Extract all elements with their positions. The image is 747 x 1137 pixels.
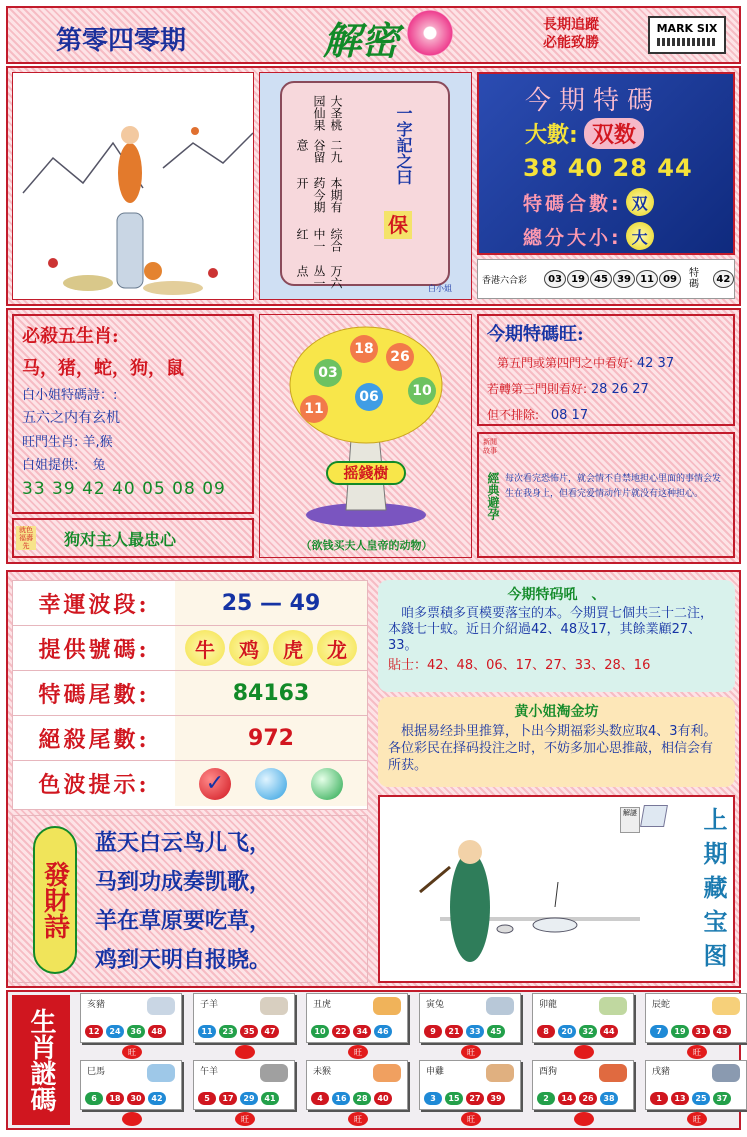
provided-char: 鸡 — [229, 630, 269, 666]
zodiac-card-numbers — [311, 1092, 392, 1105]
zodiac-card-name: 丑虎 — [313, 1000, 332, 1010]
red-wave-check-icon: ✓ — [199, 768, 231, 800]
zodiac-number-ball: 11 — [198, 1025, 216, 1038]
dog-row — [12, 518, 254, 558]
zodiac-number-ball: 48 — [148, 1025, 166, 1038]
fortune-lines — [95, 824, 271, 980]
zodiac-card-numbers — [198, 1092, 279, 1105]
kill-five-panel — [12, 314, 254, 514]
landscape-illustration — [12, 72, 254, 300]
mountain-figure-image — [13, 73, 254, 300]
zodiac-number-ball: 5 — [198, 1092, 216, 1105]
lucky-band-value: 25 — 49 — [175, 581, 367, 625]
zodiac-wang-badge — [235, 1045, 255, 1059]
zodiac-number-ball: 41 — [261, 1092, 279, 1105]
slogan — [543, 16, 599, 52]
special-code-ball: 42 — [713, 270, 734, 288]
zodiac-card-numbers — [198, 1025, 279, 1038]
zodiac-number-ball: 28 — [353, 1092, 371, 1105]
zodiac-card-numbers — [424, 1092, 505, 1105]
kill-five-animals: 马，猪，蛇，狗，鼠 — [22, 358, 184, 379]
zodiac-wang-badge: 旺 — [348, 1112, 368, 1126]
zodiac-number-ball: 16 — [332, 1092, 350, 1105]
zodiac-card-name: 亥豬 — [87, 1000, 106, 1010]
zodiac-number-ball: 17 — [219, 1092, 237, 1105]
zrow-provided-numbers — [13, 626, 367, 671]
zodiac-number-ball: 40 — [374, 1092, 392, 1105]
white-value: 兔 — [92, 458, 106, 473]
zodiac-card — [193, 1060, 295, 1110]
zodiac-wang-badge: 旺 — [348, 1045, 368, 1059]
zodiac-number-ball: 42 — [148, 1092, 166, 1105]
scroll-col-5: 万六丛一点 — [295, 265, 343, 290]
tree-ball: 10 — [408, 377, 436, 405]
zodiac-animal-icon — [260, 1064, 288, 1082]
result-bar — [477, 259, 735, 299]
zodiac-card-name: 酉狗 — [539, 1067, 558, 1077]
white-row — [22, 454, 244, 473]
zodiac-card-numbers — [650, 1025, 731, 1038]
sound-tip: 貼士：42、48、06、17、27、33、28、16 — [388, 658, 651, 673]
zodiac-card-numbers — [85, 1092, 166, 1105]
zodiac-number-ball: 22 — [332, 1025, 350, 1038]
prosper-line-1-value: 42 37 — [636, 356, 675, 371]
zodiac-card-name: 辰蛇 — [652, 1000, 671, 1010]
scroll-col-3: 本期有药今期开 — [295, 176, 343, 213]
tree-caption: （欲钱买夫人皇帝的动物） — [300, 539, 433, 552]
zodiac-animal-icon — [373, 997, 401, 1015]
zodiac-card-name: 未猴 — [313, 1067, 332, 1077]
zodiac-number-ball: 23 — [219, 1025, 237, 1038]
special-title: 今期特碼 — [525, 86, 662, 116]
prosper-panel — [477, 314, 735, 426]
zodiac-number-ball: 37 — [713, 1092, 731, 1105]
big-label: 大數: — [525, 123, 578, 148]
zodiac-number-ball: 45 — [487, 1025, 505, 1038]
zodiac-number-ball: 38 — [600, 1092, 618, 1105]
zodiac-number-ball: 9 — [424, 1025, 442, 1038]
special-code-label: 特碼 — [689, 268, 700, 290]
zodiac-number-ball: 47 — [261, 1025, 279, 1038]
door-row — [22, 431, 244, 450]
brand-box — [648, 16, 726, 54]
zodiac-number-ball: 8 — [537, 1025, 555, 1038]
kill-five-numbers: 33 39 42 40 05 08 09 — [22, 479, 226, 499]
zodiac-number-ball: 14 — [558, 1092, 576, 1105]
fortune-line-2: 马到功成奏凯歌， — [95, 870, 272, 895]
prosper-line-2-value: 28 26 27 — [590, 382, 649, 397]
lucky-band-label: 幸運波段: — [38, 591, 150, 618]
zodiac-number-ball: 27 — [466, 1092, 484, 1105]
prosper-line-2-label: 若轉第三門則看好: — [487, 382, 588, 396]
scroll-col-4: 综合中一红 — [295, 227, 343, 252]
zodiac-number-ball: 36 — [127, 1025, 145, 1038]
zodiac-number-ball: 29 — [240, 1092, 258, 1105]
provided-char: 虎 — [273, 630, 313, 666]
result-ball: 09 — [659, 270, 681, 288]
zodiac-number-ball: 10 — [311, 1025, 329, 1038]
special-code-box — [477, 72, 735, 255]
kill-tails-value: 972 — [175, 716, 367, 760]
tree-ball: 11 — [300, 395, 328, 423]
gold-body: 根据易经卦里推算，卜出今期福彩头数应取4、3有利。各位彩民在择码投注之时，不妨多加心思推敲，相信会有所获。 — [388, 724, 717, 773]
tree-ball: 26 — [386, 343, 414, 371]
zodiac-wang-badge — [574, 1112, 594, 1126]
zrow-color-hint — [13, 761, 367, 806]
sound-title: 今期特码吼 、 — [507, 587, 606, 603]
scroll-signature: 白小姐 — [428, 284, 452, 293]
zodiac-card-numbers — [537, 1025, 618, 1038]
zodiac-card — [80, 1060, 182, 1110]
result-balls — [544, 270, 681, 288]
prosper-line-3 — [487, 406, 725, 423]
total-label: 總分大小: — [523, 226, 622, 249]
zodiac-number-ball: 6 — [85, 1092, 103, 1105]
zodiac-card-numbers — [311, 1025, 392, 1038]
zodiac-animal-icon — [712, 1064, 740, 1082]
sum-value: 双 — [626, 188, 654, 216]
kill-five-title: 必殺五生肖: — [22, 326, 119, 347]
zodiac-number-ball: 43 — [713, 1025, 731, 1038]
prosper-line-1 — [487, 354, 725, 371]
zodiac-card-name: 寅兔 — [426, 1000, 445, 1010]
prosper-line-3-value: 08 17 — [550, 408, 589, 423]
zodiac-number-ball: 15 — [445, 1092, 463, 1105]
zodiac-number-ball: 2 — [537, 1092, 555, 1105]
tree-ball: 18 — [350, 335, 378, 363]
zodiac-number-ball: 32 — [579, 1025, 597, 1038]
prosper-title: 今期特碼旺: — [487, 324, 584, 345]
zodiac-animal-icon — [599, 997, 627, 1015]
fortune-line-3: 羊在草原要吃草， — [95, 909, 272, 934]
prosper-line-1-label: 第五門或第四門之中看好: — [497, 356, 634, 370]
scroll-side-title: 一字記之曰 — [394, 105, 413, 185]
logo-text: 解密 — [323, 18, 400, 63]
zodiac-number-ball: 31 — [692, 1025, 710, 1038]
zodiac-card — [532, 1060, 634, 1110]
tail-digits-value: 84163 — [175, 671, 367, 715]
sound-panel — [378, 580, 735, 692]
white-label: 白姐提供: — [22, 458, 79, 473]
poem-text: 五六之内有玄机 — [22, 410, 120, 426]
zodiac-card-name: 子羊 — [200, 1000, 219, 1010]
slogan-line-1: 長期追蹤 — [543, 17, 599, 33]
zodiac-animal-icon — [599, 1064, 627, 1082]
gold-title: 黄小姐淘金坊 — [514, 704, 599, 720]
zodiac-animal-icon — [486, 1064, 514, 1082]
big-number-row — [525, 118, 644, 149]
folded-paper-icon — [640, 805, 668, 827]
provided-numbers-value — [175, 626, 367, 670]
scroll-panel — [259, 72, 472, 300]
zodiac-card — [306, 993, 408, 1043]
zodiac-animal-icon — [373, 1064, 401, 1082]
zodiac-number-ball: 25 — [692, 1092, 710, 1105]
zodiac-side-label: 生肖謎碼 — [12, 995, 70, 1125]
sum-row — [523, 188, 654, 216]
poem-label: 白小姐特碼詩：: — [22, 388, 118, 403]
result-ball: 19 — [567, 270, 589, 288]
zodiac-wang-badge: 旺 — [687, 1112, 707, 1126]
story-side: 新閒故事 — [483, 438, 497, 455]
dog-tag: 就色福壽先 — [16, 526, 36, 550]
result-label: 香港六合彩 — [482, 275, 528, 286]
zodiac-card — [80, 993, 182, 1043]
zodiac-number-ball: 13 — [671, 1092, 689, 1105]
zodiac-card-numbers — [537, 1092, 618, 1105]
brand-stripes — [657, 38, 717, 46]
zodiac-wang-badge — [574, 1045, 594, 1059]
zodiac-number-ball: 12 — [85, 1025, 103, 1038]
zodiac-wang-badge — [122, 1112, 142, 1126]
fortune-line-1: 蓝天白云鸟儿飞， — [95, 831, 272, 856]
sound-body: 咱多票積多頁模要落宝的本。今期買七個共三十二注，本錢七十蚊。近日介紹過42、48及17，其餘業顧27、33。 — [388, 606, 714, 653]
fortune-badge: 發財詩 — [33, 826, 77, 974]
zodiac-card-numbers — [650, 1092, 731, 1105]
prosper-line-3-label: 但不排除: — [487, 408, 540, 422]
zodiac-number-ball: 1 — [650, 1092, 668, 1105]
color-hint-value — [175, 761, 367, 806]
zodiac-number-ball: 3 — [424, 1092, 442, 1105]
treasure-tag: 解謎 — [620, 807, 640, 833]
treasure-panel — [378, 795, 735, 983]
color-hint-label: 色波提示: — [38, 772, 150, 798]
zodiac-card-name: 戌豬 — [652, 1067, 671, 1077]
tail-digits-label: 特碼尾數: — [38, 681, 150, 708]
fortune-poem-panel — [12, 815, 368, 983]
zodiac-number-ball: 46 — [374, 1025, 392, 1038]
zodiac-number-ball: 7 — [650, 1025, 668, 1038]
tree-sign: 摇錢樹 — [326, 461, 406, 485]
zodiac-number-ball: 19 — [671, 1025, 689, 1038]
prosper-line-2 — [487, 380, 725, 397]
zodiac-wang-badge: 旺 — [461, 1045, 481, 1059]
zodiac-card — [193, 993, 295, 1043]
special-numbers: 38 40 28 44 — [523, 154, 693, 182]
zodiac-number-ball: 4 — [311, 1092, 329, 1105]
money-tree-panel — [259, 314, 472, 558]
door-value: 羊,猴 — [82, 435, 113, 450]
zodiac-number-ball: 20 — [558, 1025, 576, 1038]
zodiac-number-ball: 18 — [106, 1092, 124, 1105]
zodiac-card — [306, 1060, 408, 1110]
result-ball: 03 — [544, 270, 566, 288]
zodiac-number-ball: 35 — [240, 1025, 258, 1038]
zodiac-number-ball: 33 — [466, 1025, 484, 1038]
kill-tails-label: 絕殺尾數: — [38, 726, 150, 753]
zrow-tail-digits — [13, 671, 367, 716]
zodiac-animal-icon — [147, 997, 175, 1015]
door-label: 旺門生肖: — [22, 435, 79, 450]
zodiac-card-numbers — [424, 1025, 505, 1038]
zodiac-card — [532, 993, 634, 1043]
zodiac-card-name: 巳馬 — [87, 1067, 106, 1077]
total-row — [523, 222, 654, 250]
green-wave-icon — [311, 768, 343, 800]
result-ball: 39 — [613, 270, 635, 288]
header — [6, 6, 741, 64]
brand-text: MARK SIX — [656, 22, 718, 35]
zodiac-animal-icon — [486, 997, 514, 1015]
zodiac-wang-badge: 旺 — [461, 1112, 481, 1126]
zodiac-wang-badge: 旺 — [122, 1045, 142, 1059]
story-text: 每次看完恐怖片，就会情不自禁地担心里面的事情会发生在我身上，但看完爱情动作片就没有这种担心。 — [505, 474, 722, 499]
zodiac-number-ball: 21 — [445, 1025, 463, 1038]
zodiac-number-ball: 30 — [127, 1092, 145, 1105]
blue-wave-icon — [255, 768, 287, 800]
zodiac-card-numbers — [85, 1025, 166, 1038]
slogan-line-2: 必能致勝 — [543, 35, 599, 51]
zodiac-card — [419, 1060, 521, 1110]
total-value: 大 — [626, 222, 654, 250]
fortune-line-4: 鸡到天明自报晓。 — [95, 948, 272, 973]
zodiac-number-ball: 39 — [487, 1092, 505, 1105]
tree-ball: 03 — [314, 359, 342, 387]
zodiac-card-name: 午羊 — [200, 1067, 219, 1077]
zodiac-card — [419, 993, 521, 1043]
provided-char: 龙 — [317, 630, 357, 666]
treasure-label: 上期藏宝图 — [699, 807, 727, 977]
zodiac-number-ball: 24 — [106, 1025, 124, 1038]
zodiac-animal-icon — [712, 997, 740, 1015]
zodiac-wang-badge: 旺 — [687, 1045, 707, 1059]
big-value: 双数 — [584, 118, 644, 149]
zrow-kill-tails — [13, 716, 367, 761]
zrow-lucky-band — [13, 581, 367, 626]
zodiac-number-ball: 44 — [600, 1025, 618, 1038]
logo — [323, 10, 453, 62]
zodiac-card — [645, 993, 747, 1043]
zodiac-card-name: 申雞 — [426, 1067, 445, 1077]
zodiac-animal-icon — [260, 997, 288, 1015]
sum-label: 特碼合數: — [523, 192, 622, 215]
result-ball: 11 — [636, 270, 658, 288]
scroll-col-1: 大圣桃园仙果 — [312, 95, 343, 131]
scroll-col-2: 二九谷留意 — [295, 139, 343, 164]
zodiac-number-ball: 34 — [353, 1025, 371, 1038]
scroll-side-char: 保 — [384, 211, 412, 239]
zodiac-number-ball: 26 — [579, 1092, 597, 1105]
period-title: 第零四零期 — [56, 26, 187, 56]
story-panel — [477, 432, 735, 558]
gold-panel — [378, 697, 735, 787]
story-vertical: 經典避孕 — [486, 472, 500, 520]
zodiac-card-name: 卯龍 — [539, 1000, 558, 1010]
scroll-columns — [294, 95, 345, 299]
info-table — [12, 580, 368, 810]
zodiac-wang-badge: 旺 — [235, 1112, 255, 1126]
dog-text: 狗对主人最忠心 — [64, 529, 177, 549]
provided-char: 牛 — [185, 630, 225, 666]
zodiac-animal-icon — [147, 1064, 175, 1082]
result-ball: 45 — [590, 270, 612, 288]
cd-disc-icon — [407, 10, 453, 56]
zodiac-card — [645, 1060, 747, 1110]
provided-numbers-label: 提供號碼: — [38, 636, 150, 663]
tree-ball: 06 — [355, 383, 383, 411]
